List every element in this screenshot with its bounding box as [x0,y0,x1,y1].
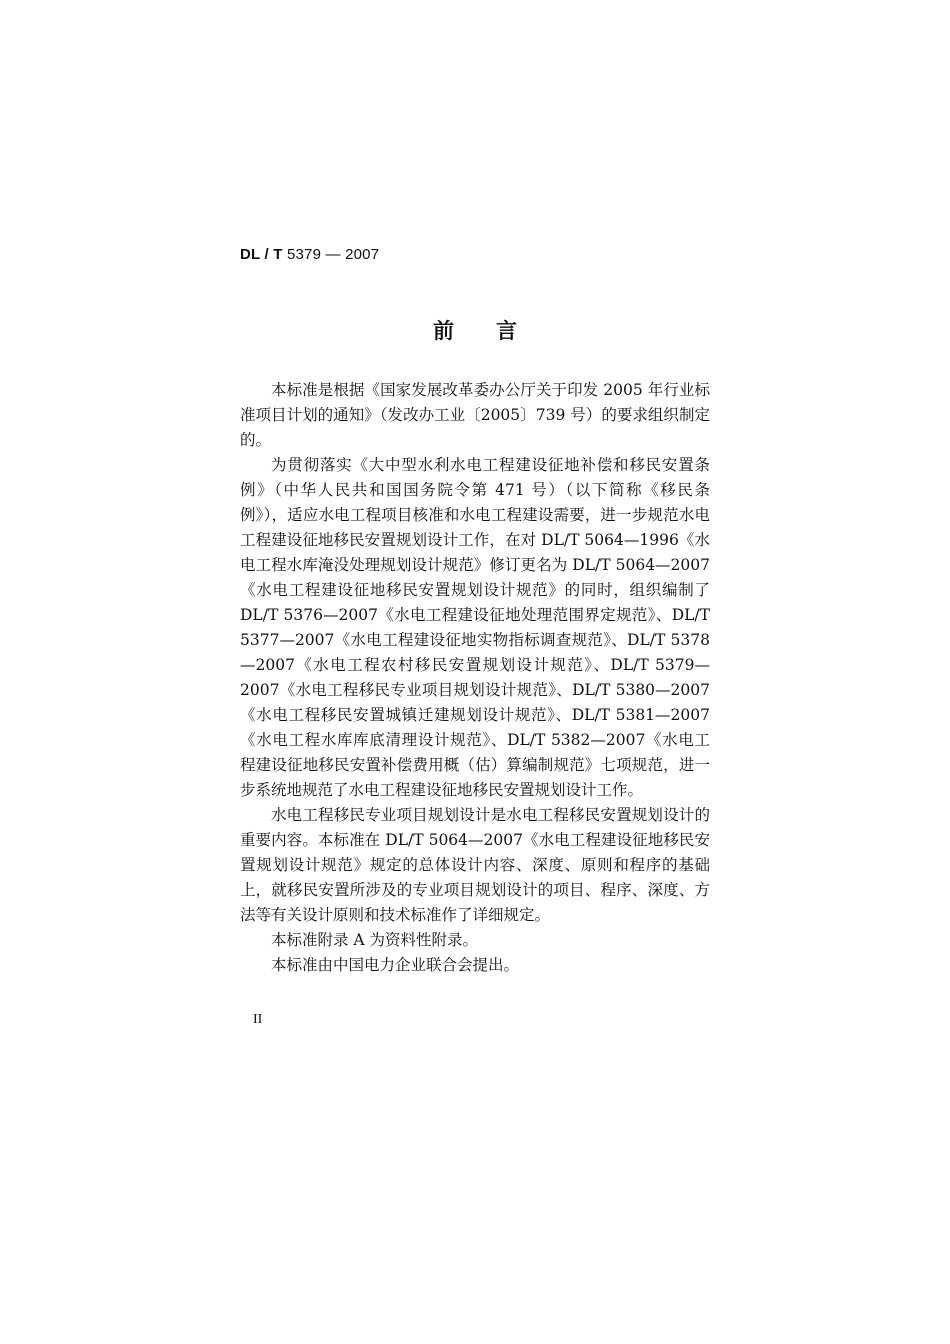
preface-body [240,378,710,978]
standard-code [240,246,379,263]
paragraph: 本标准附录 A 为资料性附录。 [271,931,479,949]
standard-prefix: DL / T [240,246,283,263]
page-title: 前言 [433,319,559,343]
paragraph: 为贯彻落实《大中型水利水电工程建设征地补偿和移民安置条例》（中华人民共和国国务院令第 471 号）（以下简称《移民条例》），适应水电工程项目核准和水电工程建设需要，进一步规范水电工程建设征地移民安置规划设计工作，在对 DL/T 5064—1996《水电工程水库淹没处理规划设计规范》修订更名为 DL/T 5064—2007《水电工程建设征地移民安置规划设计规范》的同时，组织编制了 DL/T 5376—2007《水电工程建设征地处理范围界定规范》、DL/T 5377—2007《水电工程建设征地实物指标调查规范》、DL/T 5378—2007《水电工程农村移民安置规划设计规范》、DL/T 5379—2007《水电工程移民专业项目规划设计规范》、DL/T 5380—2007《水电工程移民安置城镇迁建规划设计规范》、DL/T 5381—2007《水电工程水库库底清理设计规范》、DL/T 5382—2007《水电工程建设征地移民安置补偿费用概（估）算编制规范》七项规范，进一步系统地规范了水电工程建设征地移民安置规划设计工作。 [240,456,710,799]
paragraph: 水电工程移民专业项目规划设计是水电工程移民安置规划设计的重要内容。本标准在 DL/T 5064—2007《水电工程建设征地移民安置规划设计规范》规定的总体设计内容、深度、原则和程序的基础上，就移民安置所涉及的专业项目规划设计的项目、程序、深度、方法等有关设计原则和技术标准作了详细规定。 [240,806,710,924]
paragraph: 本标准由中国电力企业联合会提出。 [271,956,520,974]
paragraph: 本标准是根据《国家发展改革委办公厅关于印发 2005 年行业标准项目计划的通知》（发改办工业〔2005〕739 号）的要求组织制定的。 [240,381,710,449]
page-number: II [253,1012,263,1027]
standard-number: 5379 — 2007 [286,246,380,263]
